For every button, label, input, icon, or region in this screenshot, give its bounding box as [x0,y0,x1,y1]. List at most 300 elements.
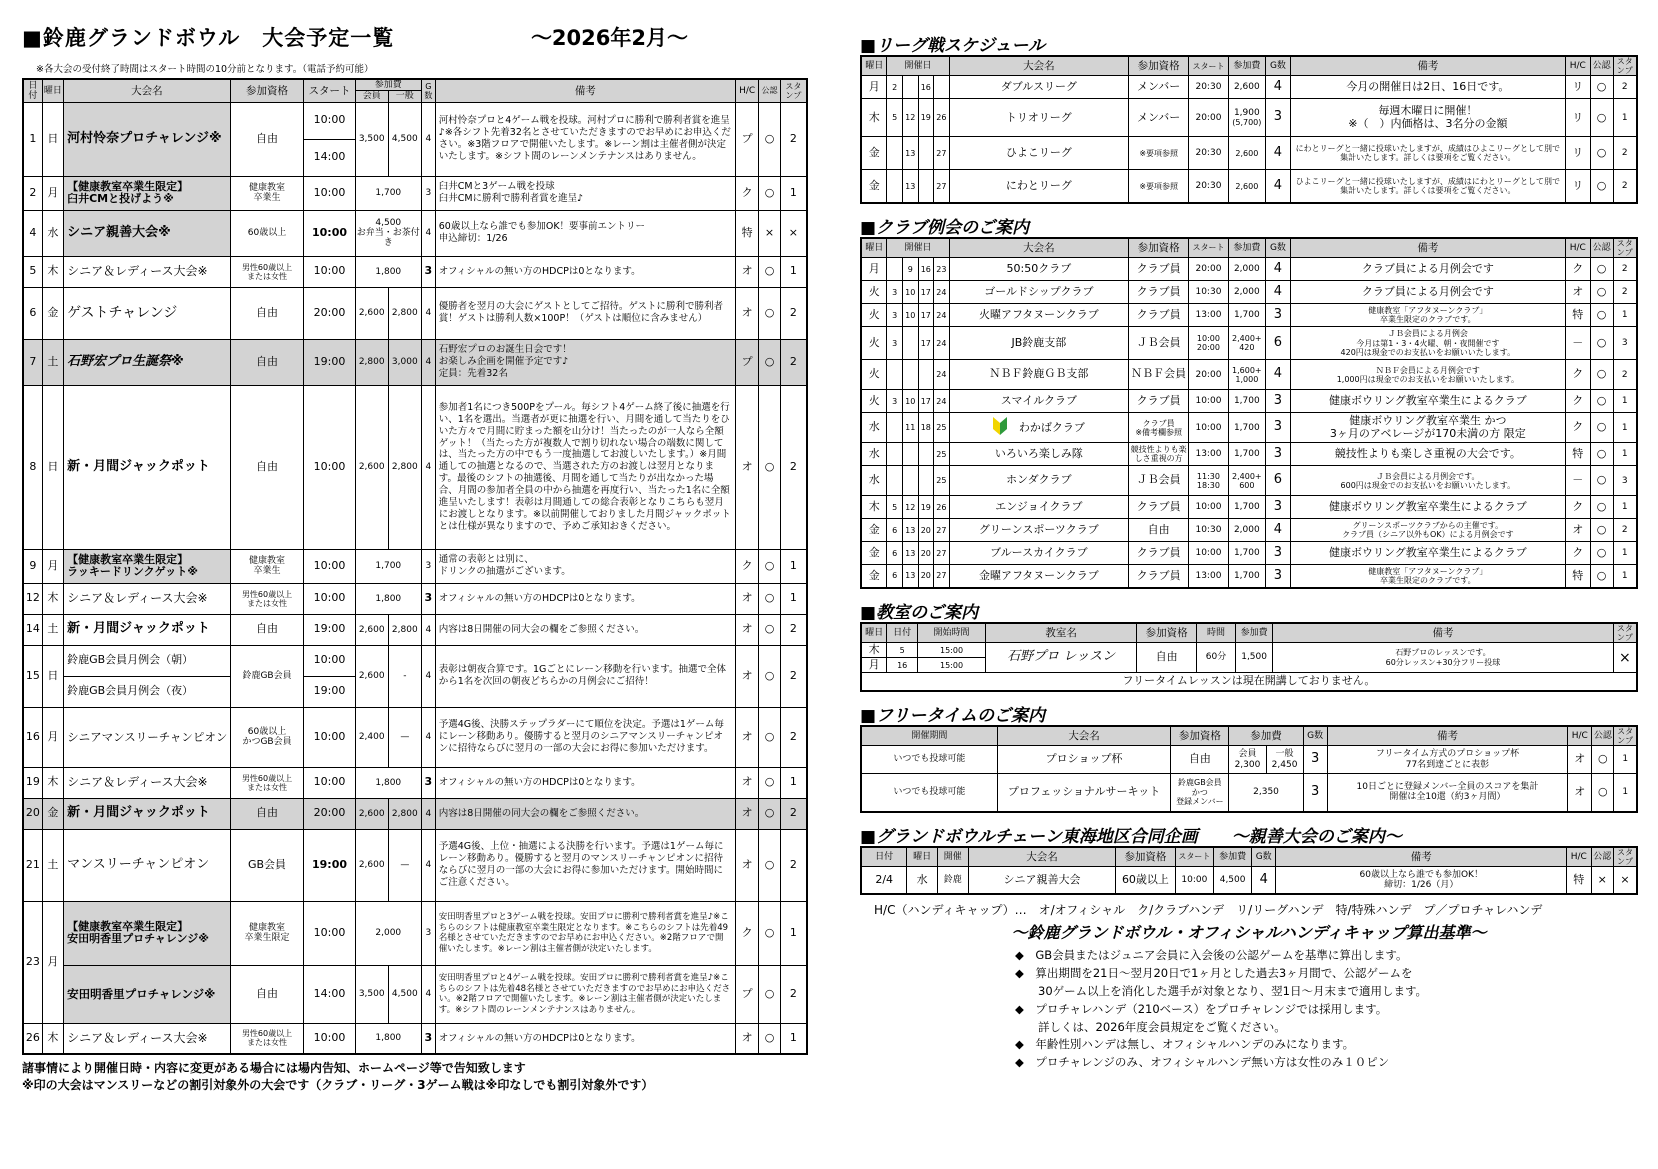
row-day: 9 [23,549,42,583]
fee: 1,800 [355,767,421,798]
col-start: スタート [1175,847,1214,867]
day: 3 [887,304,903,327]
club-rows [861,258,1637,588]
day: 5 [887,99,903,137]
day: 25 [934,443,950,466]
games: 4 [421,614,435,645]
fee: 2,000 [1228,519,1265,542]
day [918,466,934,496]
col-official: 公認 [1590,238,1613,258]
handicap: オ [735,614,758,645]
event-start-2: 19:00 [304,676,355,707]
qual: 60歳以上 [1116,866,1175,894]
handicap: ク [1565,258,1590,281]
fee-note: (5,700) [1232,117,1262,127]
official: ○ [1590,99,1613,137]
start: 10:30 [1189,519,1228,542]
col-fee: 参加費 [1228,238,1265,258]
official: ○ [1590,170,1613,203]
start: 13:00 [1189,565,1228,588]
remarks: クラブ員による月例会です [1290,281,1565,304]
remarks: 臼井CMと3ゲーム戦を投球 臼井CMに勝利で勝利者賞を進呈♪ [435,176,735,210]
tournament-table [22,78,808,1055]
fee-general: 4,500 [388,102,421,176]
event-name: シニア＆レディース大会※ [64,256,231,287]
club-row [861,413,1637,443]
fee-member: 2,600 [355,614,388,645]
club-name: グリーンスポーツクラブ [949,519,1128,542]
games: 4 [1266,170,1291,203]
day: 19 [918,99,934,137]
handicap: ク [735,901,758,965]
handicap: ク [1565,360,1590,390]
start: 20:00 [1189,258,1228,281]
wakaba-icon [993,417,1007,439]
day: 3 [887,390,903,413]
fee-member: 2,400 [355,707,388,767]
event-name: 河村怜奈プロチャレンジ※ [64,102,231,176]
games: 4 [421,798,435,829]
club-name: わかばクラブ [1018,420,1085,434]
day [918,360,934,390]
stamp: 1 [780,176,807,210]
event-start: 10:00 [304,707,355,767]
row-weekday: 日 [42,645,63,707]
official: ○ [1590,565,1613,588]
club-row [861,565,1637,588]
handicap: 特 [1565,443,1590,466]
stamp: 1 [1613,565,1637,588]
handicap: 特 [735,210,758,256]
start: 20:30 [1189,76,1228,99]
start: 20:00 [1189,99,1228,137]
qual: クラブ員 [1129,258,1189,281]
day: 23 [934,258,950,281]
qual: 自由 [1129,519,1189,542]
weekday: 月 [861,658,887,673]
row-day: 6 [23,287,42,339]
row-weekday: 土 [42,614,63,645]
games: 4 [421,385,435,549]
remarks: オフィシャルの無い方のHDCPは0となります。 [435,1023,735,1054]
games: 4 [421,210,435,256]
fee: 1,700 [355,549,421,583]
remarks: ＪＢ会員による月例会 今月は第1・3・4火曜、朝・夜開催です 420円は現金でのお支払いをお願いいたします。 [1290,327,1565,360]
start: 20:00 [1189,360,1228,390]
event-start: 10:00 [304,176,355,210]
official: ○ [1590,390,1613,413]
stamp: 2 [780,102,807,176]
col-games: G数 [1303,726,1327,746]
fee: 1,700 [1228,390,1265,413]
league-name: にわとリーグ [949,170,1128,203]
row-day: 7 [23,339,42,385]
club-row [861,281,1637,304]
remarks: 健康教室「アフタヌーンクラブ」 卒業生限定のクラブです。 [1290,304,1565,327]
games: 4 [1266,360,1291,390]
event-qual: 自由 [230,798,304,829]
club-name: JB鈴鹿支部 [949,327,1128,360]
stamp: 2 [1613,360,1637,390]
rule-line: 30ゲーム以上を消化した選手が対象となり、翌1日～月末まで適用します。 [1015,984,1428,998]
club-row [861,304,1637,327]
remarks: 内容は8日開催の同大会の欄をご参照ください。 [435,614,735,645]
day [887,443,903,466]
event-name: 【健康教室卒業生限定】 安田明香里プロチャレンジ※ [64,901,231,965]
day: 27 [934,519,950,542]
day: 6 [887,542,903,565]
stamp: 1 [780,256,807,287]
stamp: 1 [780,901,807,965]
day [887,170,903,203]
qual: クラブ員 [1129,496,1189,519]
remarks: 内容は8日開催の同大会の欄をご参照ください。 [435,798,735,829]
event-name: 【健康教室卒業生限定】 ラッキードリンクゲット※ [64,549,231,583]
fee: 2,600 [1228,170,1265,203]
row-weekday: 木 [42,767,63,798]
col-qual: 参加資格 [1129,238,1189,258]
handicap: オ [735,798,758,829]
day: 17 [918,304,934,327]
stamp: 2 [1613,519,1637,542]
fee: 4,500 お弁当・お茶付き [355,210,421,256]
remarks: オフィシャルの無い方のHDCPは0となります。 [435,256,735,287]
day [934,76,950,99]
duration: 60分 [1196,643,1235,673]
remarks: 健康ボウリング教室卒業生によるクラブ [1290,496,1565,519]
remarks: ＪＢ会員による月例会です。 600円は現金でのお支払いをお願いいたします。 [1290,466,1565,496]
handicap: ク [1565,413,1590,443]
handicap: － [1565,327,1590,360]
official: ○ [759,339,780,385]
games: 3 [1303,774,1327,812]
fee-member: 3,500 [355,102,388,176]
lesson-note: フリータイムレッスンは現在開講しておりません。 [861,673,1637,691]
row-weekday: 日 [42,385,63,549]
col-hc: H/C [735,79,758,102]
start: 10:00 20:00 [1189,327,1228,360]
stamp: 1 [1613,443,1637,466]
games: 4 [421,707,435,767]
row-weekday: 水 [42,210,63,256]
fee-general: 一般 2,450 [1266,746,1303,774]
day: 10 [902,390,918,413]
fee: 1,800 [355,1023,421,1054]
col-remarks: 備考 [1276,847,1567,867]
event-name: プロショップ杯 [997,746,1170,774]
remarks: 石野宏プロのお誕生日会です！ お楽しみ企画を開催予定です♪ 定員：先着32名 [435,339,735,385]
club-row [861,443,1637,466]
day: 3 [887,281,903,304]
row-day: 14 [23,614,42,645]
remarks: 優勝者を翌月の大会にゲストとしてご招待。ゲストに勝利で勝利者賞！ゲストは勝利人数×100P！（ゲストは順位に含みません） [435,287,735,339]
qual: ※要項参照 [1129,170,1189,203]
rule-line: ◆ GB会員またはジュニア会員に入会後の公認ゲームを基準に算出します。 [1015,948,1408,963]
games: 4 [1266,137,1291,170]
day: 27 [934,137,950,170]
lesson-title: ■教室のご案内 [860,602,979,623]
start: 20:30 [1189,170,1228,203]
handicap: オ [735,385,758,549]
remarks: 健康教室「アフタヌーンクラブ」 卒業生限定のクラブです。 [1290,565,1565,588]
qual: クラブ員 [1129,565,1189,588]
day: 6 [887,519,903,542]
fee-general: 2,800 [388,385,421,549]
remarks: 健康ボウリング教室卒業生によるクラブ [1290,542,1565,565]
games: 4 [1266,519,1291,542]
games: 6 [1266,466,1291,496]
stamp: 1 [1614,774,1637,812]
games: 4 [421,645,435,707]
event-start: 10:00 [304,645,355,676]
col-weekday: 曜日 [861,238,887,258]
weekday: 金 [861,565,887,588]
rule-line: ◆ 算出期間を21日～翌月20日で1ヶ月とした過去3ヶ月間で、公認ゲームを [1015,966,1413,981]
rule-line: 詳しくは、2026年度会員規定をご覧ください。 [1015,1019,1286,1034]
fee: 2,350 [1229,774,1303,812]
start: 10:30 [1189,281,1228,304]
col-qual: 参加資格 [1137,623,1197,643]
day: 20 [918,519,934,542]
fee-member: 2,600 [355,385,388,549]
col-remarks: 備考 [1290,238,1565,258]
row-weekday: 月 [42,549,63,583]
day: 2/4 [861,866,907,894]
official: ○ [1590,466,1613,496]
club-row [861,519,1637,542]
fee: 2,000 [1228,258,1265,281]
official: ○ [759,798,780,829]
col-games: G数 [1266,56,1291,76]
col-weekday: 曜日 [42,79,63,102]
start: 10:00 [1189,390,1228,413]
handicap: プ [735,965,758,1023]
weekday: 水 [907,866,938,894]
handicap: － [1565,466,1590,496]
fee: 1,700 [1228,496,1265,519]
remarks: オフィシャルの無い方のHDCPは0となります。 [435,583,735,614]
event-qual: 60歳以上 かつGB会員 [230,707,304,767]
day: 13 [902,565,918,588]
col-day: 日付 [23,79,42,102]
day: 9 [902,258,918,281]
official: ○ [759,965,780,1023]
club-title: ■クラブ例会のご案内 [860,217,1030,238]
handicap: オ [1568,774,1592,812]
col-hc: H/C [1568,726,1592,746]
day: 26 [934,99,950,137]
event-qual: 自由 [230,102,304,176]
event-qual: 男性60歳以上 または女性 [230,1023,304,1054]
games: 3 [1266,304,1291,327]
free-table [860,725,1638,813]
club-row [861,360,1637,390]
remarks: クラブ員による月例会です [1290,258,1565,281]
official: ○ [1590,304,1613,327]
row-weekday: 月 [42,901,63,1023]
fee: 2,400+ 600 [1228,466,1265,496]
row-day: 2 [23,176,42,210]
day: 16 [918,258,934,281]
games: 4 [1266,76,1291,99]
day [902,76,918,99]
col-day: 日付 [861,847,907,867]
games: 4 [1251,866,1275,894]
official: ○ [759,901,780,965]
col-days: 開催日 [887,238,949,258]
day: 27 [934,170,950,203]
club-name: いろいろ楽しみ隊 [949,443,1128,466]
remarks: 健康ボウリング教室卒業生によるクラブ [1290,390,1565,413]
month-label: ～2026年2月～ [530,26,688,50]
period: いつでも投球可能 [861,746,997,774]
games: 6 [1266,327,1291,360]
remarks: ひよこリーグと一緒に投球いたしますが、成績はにわとリーグとして別で集計いたします。詳しくは要項をご覧ください。 [1290,170,1565,203]
col-hc: H/C [1565,56,1590,76]
handicap: ク [1565,390,1590,413]
row-day: 26 [23,1023,42,1054]
event-name: 新・月間ジャックポット [64,798,231,829]
col-fee: 参加費 [1228,56,1265,76]
handicap: ク [735,176,758,210]
stamp: 3 [1613,327,1637,360]
event-qual: 男性60歳以上 または女性 [230,256,304,287]
event-qual: GB会員 [230,829,304,901]
official: ○ [1590,327,1613,360]
remarks: グリーンスポーツクラブからの主催です。 クラブ員（シニア以外もOK）による月例会です [1290,519,1565,542]
col-fee: 参加費 [355,79,421,91]
handicap: オ [735,829,758,901]
official: ○ [759,707,780,767]
club-name: ブルースカイクラブ [949,542,1128,565]
games: 4 [421,102,435,176]
qual: 自由 [1171,746,1229,774]
stamp: 1 [1613,542,1637,565]
event-start: 19:00 [304,614,355,645]
event-start: 19:00 [304,339,355,385]
start: 10:00 [1189,542,1228,565]
col-stamp: スタンプ [1613,623,1637,643]
handicap: リ [1565,76,1590,99]
row-day: 19 [23,767,42,798]
col-day: 日付 [887,623,918,643]
col-name: 大会名 [64,79,231,102]
remarks: にわとリーグと一緒に投球いたしますが、成績はひよこリーグとして別で集計いたします。詳しくは要項をご覧ください。 [1290,137,1565,170]
day: 13 [902,170,918,203]
club-row [861,496,1637,519]
col-start: スタート [1189,238,1228,258]
row-weekday: 日 [42,102,63,176]
fee: 1,700 [1228,542,1265,565]
league-name: トリオリーグ [949,99,1128,137]
games: 4 [421,829,435,901]
games: 3 [421,901,435,965]
fee-general: - [388,645,421,707]
stamp: 1 [780,1023,807,1054]
day: 11 [902,413,918,443]
day: 24 [934,360,950,390]
day: 19 [918,496,934,519]
qual: 競技性よりも楽しさ重視の方 [1129,443,1189,466]
fee: 1,700 [1228,443,1265,466]
weekday: 火 [861,390,887,413]
event-name: 安田明香里プロチャレンジ※ [64,965,231,1023]
stamp: 1 [780,767,807,798]
day: 18 [918,413,934,443]
col-remarks: 備考 [1273,623,1614,643]
handicap: オ [735,707,758,767]
official: ○ [1590,413,1613,443]
remarks: 通常の表彰とは別に、 ドリンクの抽選がございます。 [435,549,735,583]
games: 4 [421,339,435,385]
games: 3 [421,767,435,798]
rule-line: ◆ プロチャレハンデ（210ベース）をプロチャレンジでは採用します。 [1015,1001,1388,1016]
official: ○ [759,767,780,798]
event-name: マンスリーチャンピオン [64,829,231,901]
remarks: オフィシャルの無い方のHDCPは0となります。 [435,767,735,798]
handicap: ク [1565,496,1590,519]
stamp: 2 [1613,170,1637,203]
day [887,137,903,170]
col-fee: 参加費 [1229,726,1303,746]
stamp: 2 [780,614,807,645]
start: 13:00 [1189,304,1228,327]
handicap: リ [1565,137,1590,170]
day: 10 [902,281,918,304]
col-remarks: 備考 [1290,56,1565,76]
event-qual: 60歳以上 [230,210,304,256]
official: ○ [1590,542,1613,565]
day [918,137,934,170]
footer-notes [22,1060,808,1094]
day: 20 [918,565,934,588]
col-name: 大会名 [968,847,1116,867]
event-start: 20:00 [304,287,355,339]
event-name: シニア親善大会※ [64,210,231,256]
games: 3 [1266,413,1291,443]
games: 3 [421,583,435,614]
row-weekday: 土 [42,339,63,385]
time: 15:00 [918,643,986,658]
games: 3 [421,256,435,287]
col-weekday: 曜日 [861,623,887,643]
row-day: 4 [23,210,42,256]
remarks: 今月の開催日は2日、16日です。 [1290,76,1565,99]
event-name: シニア＆レディース大会※ [64,583,231,614]
weekday: 金 [861,542,887,565]
stamp: 1 [1613,99,1637,137]
games: 3 [421,1023,435,1054]
weekday: 木 [861,643,887,658]
fee-general: — [388,707,421,767]
official: × [759,210,780,256]
col-stamp: スタンプ [1613,238,1637,258]
col-stamp: スタンプ [1613,847,1637,867]
official: ○ [1590,519,1613,542]
fee-member: 2,600 [355,829,388,901]
club-name: スマイルクラブ [949,390,1128,413]
fee: 2,400+ 420 [1228,327,1265,360]
stamp: 1 [1614,746,1637,774]
day: 24 [934,390,950,413]
day: 16 [918,76,934,99]
row-weekday: 木 [42,583,63,614]
games: 3 [1266,565,1291,588]
weekday: 金 [861,519,887,542]
games: 4 [421,287,435,339]
event-qual: 健康教室 卒業生限定 [230,901,304,965]
remarks: フリータイム方式のプロショップ杯 77名到達ごとに表彰 [1327,746,1568,774]
